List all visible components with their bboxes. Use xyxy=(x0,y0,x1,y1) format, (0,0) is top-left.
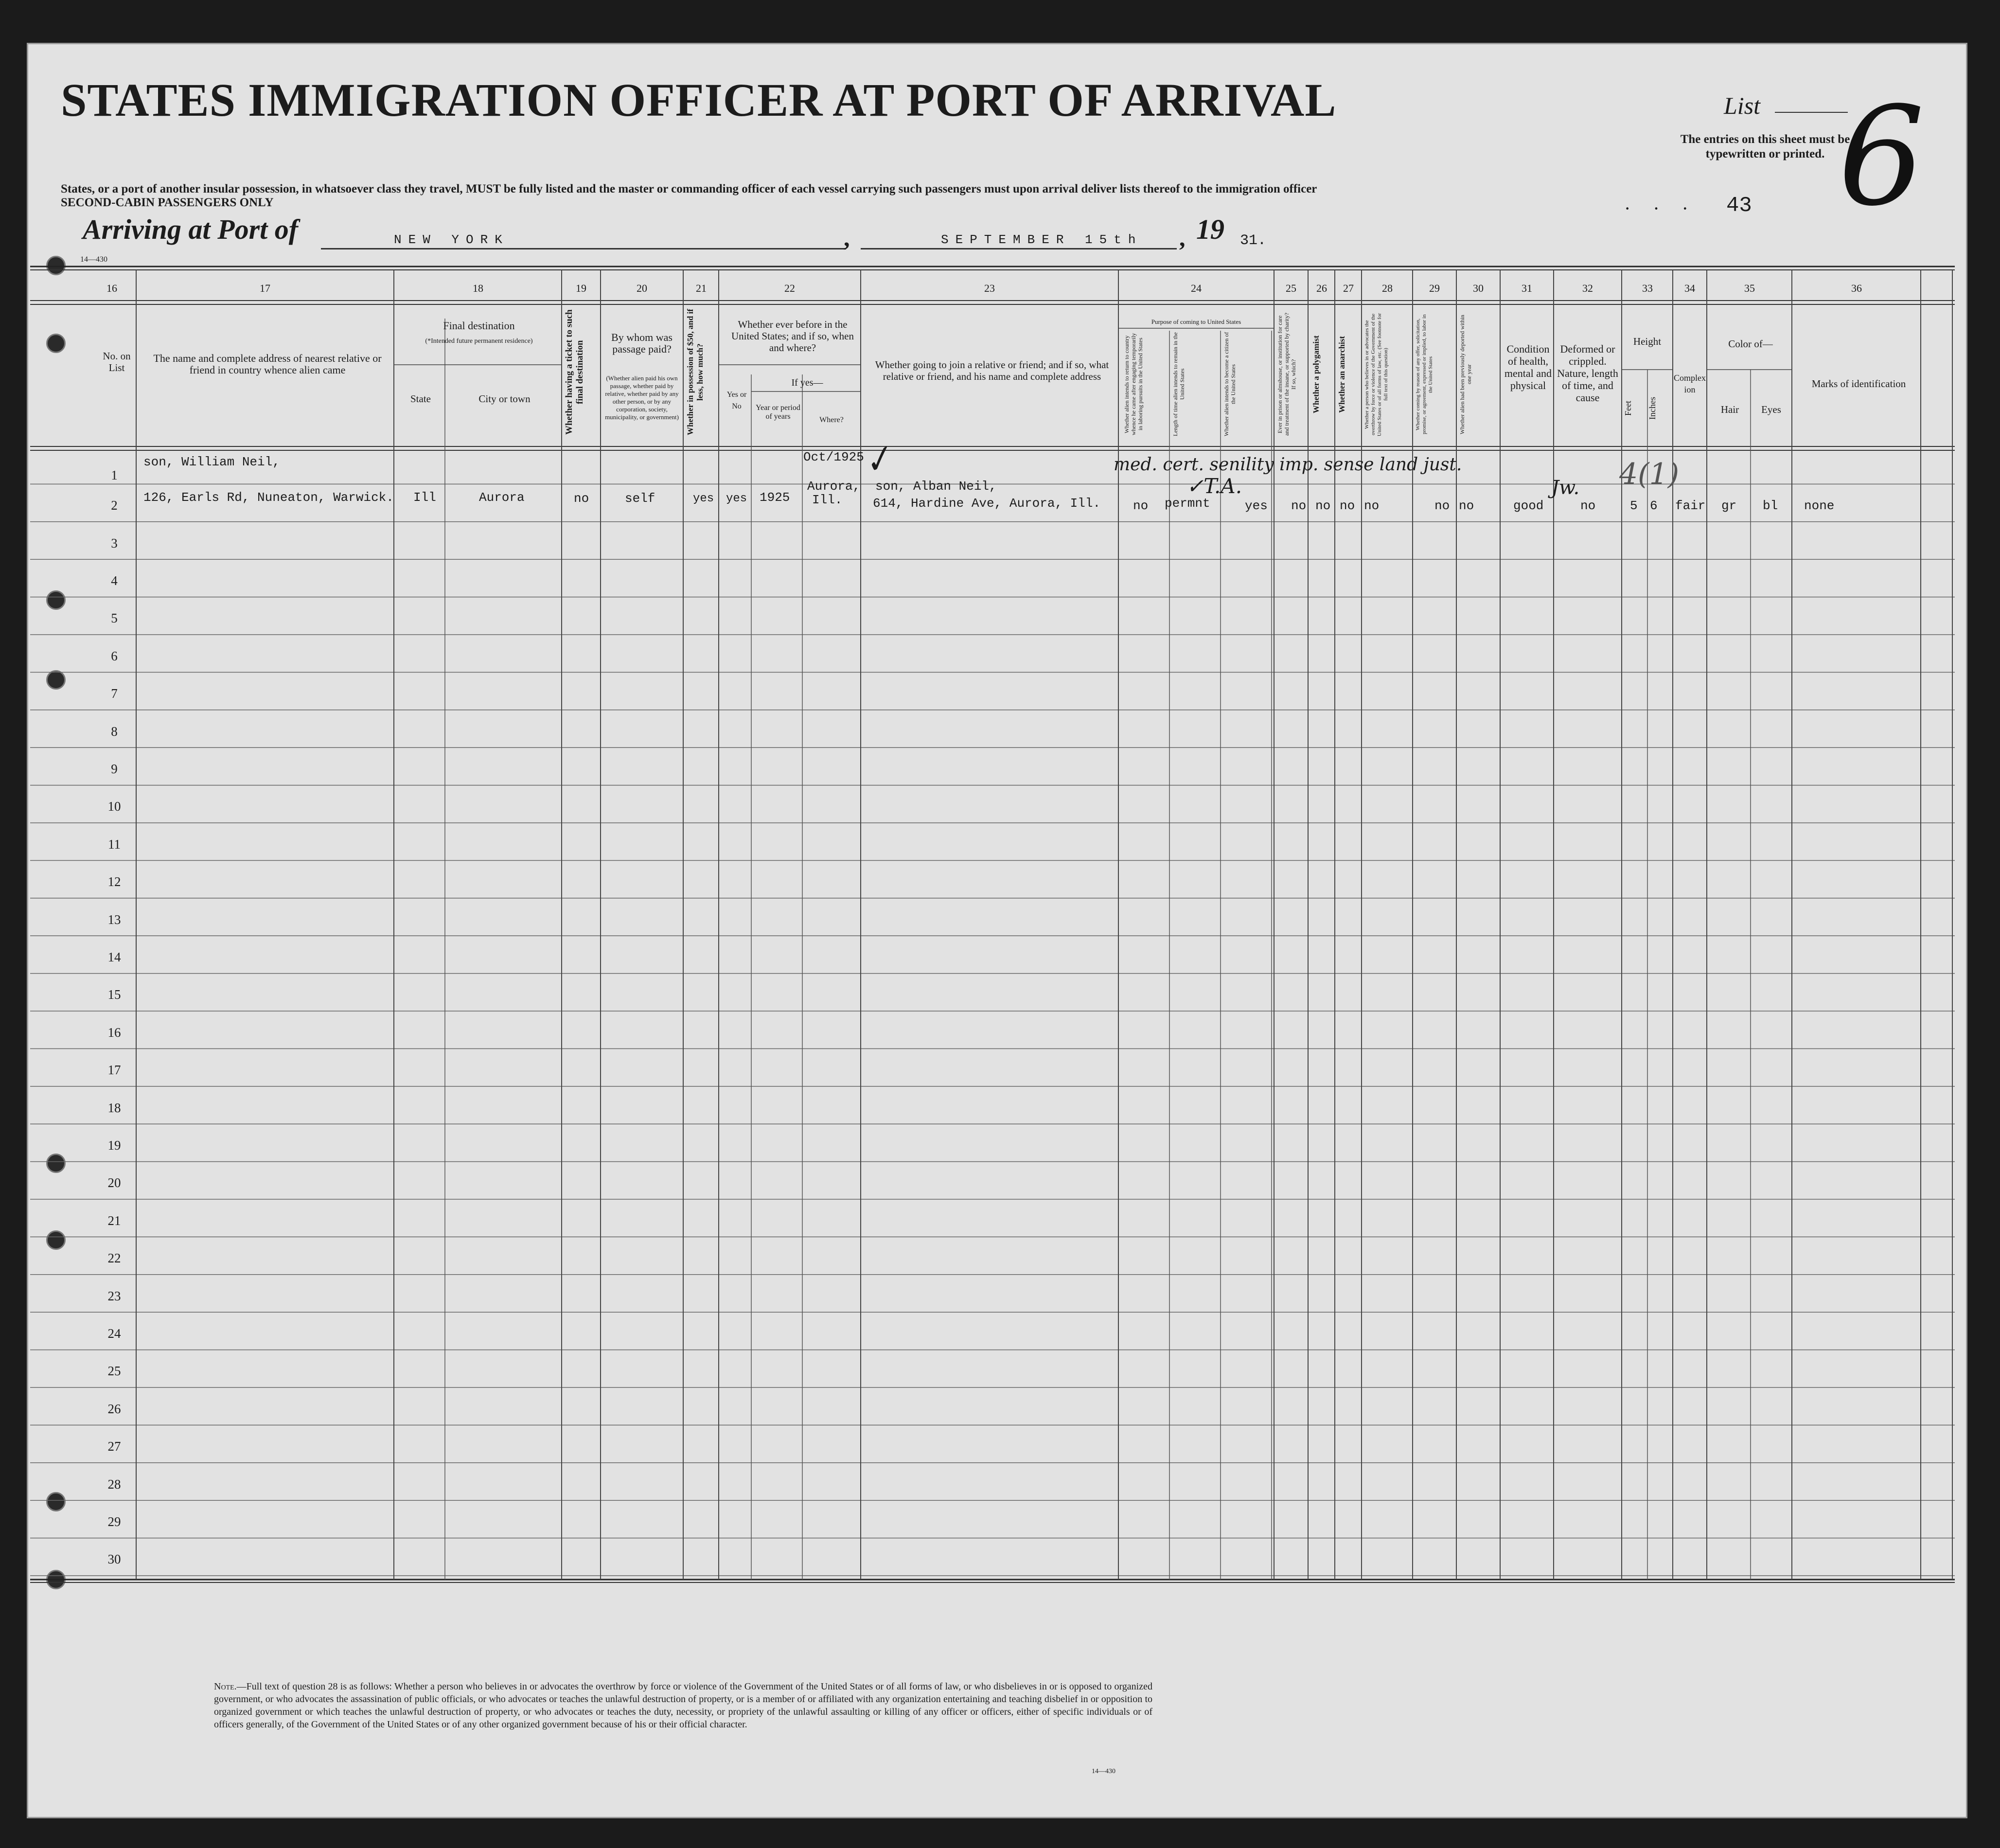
joining-line-2: 614, Hardine Ave, Aurora, Ill. xyxy=(873,496,1101,511)
citizen-value: yes xyxy=(1245,498,1268,513)
header-final-destination: Final destination xyxy=(443,320,515,332)
footnote-label: Note. xyxy=(214,1681,237,1692)
row-number: 17 xyxy=(107,1063,121,1078)
column-number: 17 xyxy=(260,282,270,294)
row-number: 6 xyxy=(111,648,118,663)
row-number: 22 xyxy=(107,1251,121,1266)
return-intent-value: no xyxy=(1133,498,1149,513)
arriving-label: Arriving at Port of xyxy=(83,213,299,245)
row-number: 25 xyxy=(107,1364,121,1379)
page-number: 43 xyxy=(1726,194,1752,218)
marks-value: none xyxy=(1804,498,1835,513)
row-number: 30 xyxy=(107,1552,121,1567)
column-number: 25 xyxy=(1286,282,1296,294)
before-in-us-value: yes xyxy=(726,492,747,505)
destination-city: Aurora xyxy=(479,490,525,505)
header-fifty-dollars: Whether in possession of $50, and if less, how much? xyxy=(686,309,705,435)
column-number: 24 xyxy=(1191,282,1202,294)
medical-note: med. cert. senility imp. sense land just. xyxy=(1114,455,1462,475)
column-number: 31 xyxy=(1522,282,1532,294)
header-before-in-us: Whether ever before in the United States; and if so, when and where? xyxy=(731,319,854,354)
column-number: 27 xyxy=(1343,282,1354,294)
column-number: 16 xyxy=(106,282,117,294)
row-number: 3 xyxy=(111,535,118,551)
header-height: Height xyxy=(1633,336,1662,347)
header-ticket: Whether having a ticket to such final destination xyxy=(564,309,585,435)
hair-value: gr xyxy=(1721,498,1737,513)
health-value: good xyxy=(1513,498,1544,513)
header-yes-no: Yes or No xyxy=(726,391,747,410)
row-number: 18 xyxy=(107,1100,121,1115)
header-where: Where? xyxy=(819,416,844,424)
row-number: 4 xyxy=(111,573,118,588)
entries-note: The entries on this sheet must be typewritten or printed. xyxy=(1680,133,1850,160)
cabin-class: SECOND-CABIN PASSENGERS ONLY xyxy=(61,196,274,209)
column-number: 28 xyxy=(1382,282,1393,294)
row-number: 16 xyxy=(107,1025,121,1040)
header-polygamist: Whether a polygamist xyxy=(1311,335,1321,414)
header-joining-relative: Whether going to join a relative or friend; and if so, what relative or friend, and his name and complete address xyxy=(875,359,1109,382)
overthrow-value: no xyxy=(1364,498,1380,513)
year-suffix: 31. xyxy=(1240,232,1267,249)
form-number-top: 14—430 xyxy=(80,255,107,264)
header-purpose: Purpose of coming to United States xyxy=(1151,318,1241,325)
port-of-arrival: NEW YORK xyxy=(394,232,509,247)
header-deformed: Deformed or crippled. Nature, length of time, and cause xyxy=(1557,343,1618,404)
header-complexion: Complexion xyxy=(1674,373,1706,394)
list-number: 6 xyxy=(1838,78,1925,236)
header-hair: Hair xyxy=(1720,404,1739,415)
row-number: 27 xyxy=(107,1439,121,1454)
relative-line-2: 126, Earls Rd, Nuneaton, Warwick. xyxy=(143,490,394,505)
ta-note: ✓T.A. xyxy=(1186,474,1242,498)
paid-by-value: self xyxy=(625,491,655,506)
header-no-on-list: No. on List xyxy=(103,350,131,373)
row-number: 21 xyxy=(107,1213,121,1228)
when-note: Oct/1925 xyxy=(803,450,864,464)
year-prefix: 19 xyxy=(1196,213,1224,245)
row-number: 9 xyxy=(111,761,118,776)
where-line-2: Ill. xyxy=(812,493,843,507)
header-length-of-stay: Length of time alien intends to remain in the United States xyxy=(1172,332,1186,436)
column-number: 18 xyxy=(473,282,483,294)
prison-value: no xyxy=(1291,498,1307,513)
header-inches: Inches xyxy=(1647,397,1657,420)
column-number: 19 xyxy=(576,282,586,294)
check-mark: ✓ xyxy=(857,436,898,484)
row-number: 23 xyxy=(107,1288,121,1303)
header-overthrow: Whether a person who believes in or advocates the overthrow by force or violence of the Government of the United States or of all forms of law, etc. (See footnote for full text of this question) xyxy=(1364,313,1389,436)
year-value: 1925 xyxy=(760,490,790,505)
column-number: 35 xyxy=(1744,282,1755,294)
fifty-dollars-value: yes xyxy=(693,492,714,505)
row-number: 7 xyxy=(111,686,118,701)
row-number: 13 xyxy=(107,912,121,927)
header-passage-note: (Whether alien paid his own passage, whether paid by relative, whether paid by any other person, or by any corporation, society, municipality, or government) xyxy=(605,374,679,421)
row-number: 20 xyxy=(107,1175,121,1191)
row-number: 28 xyxy=(107,1476,121,1492)
jw-note: Jw. xyxy=(1551,477,1580,499)
column-number: 20 xyxy=(637,282,647,294)
feet-value: 5 xyxy=(1630,498,1638,513)
form-number-bottom: 14—430 xyxy=(1092,1768,1115,1775)
header-eyes: Eyes xyxy=(1761,404,1781,415)
header-nearest-relative: The name and complete address of nearest relative or friend in country whence alien came xyxy=(153,352,382,376)
header-passage-paid: By whom was passage paid? xyxy=(611,331,673,355)
anarchist-value: no xyxy=(1340,498,1355,513)
header-citizen-intent: Whether alien intends to become a citizen of the United States xyxy=(1223,332,1237,437)
list-label: List xyxy=(1724,92,1761,119)
inches-value: 6 xyxy=(1650,498,1658,513)
column-number: 21 xyxy=(696,282,707,294)
deported-value: no xyxy=(1459,498,1474,513)
complexion-value: fair xyxy=(1675,498,1706,513)
row-number: 24 xyxy=(107,1326,121,1341)
header-if-yes: If yes— xyxy=(791,377,823,388)
column-number: 29 xyxy=(1429,282,1440,294)
polygamist-value: no xyxy=(1315,498,1331,513)
where-line-1: Aurora, xyxy=(807,479,861,494)
header-deported: Whether alien had been previously deported within one year xyxy=(1459,315,1472,434)
ticket-value: no xyxy=(574,491,589,506)
header-final-destination-note: (*Intended future permanent residence) xyxy=(425,338,533,345)
row-number: 5 xyxy=(111,611,118,626)
header-health: Condition of health, mental and physical xyxy=(1504,343,1552,391)
footnote-text: —Full text of question 28 is as follows: Whether a person who believes in or advocates the overthrow by force or violence of the Government of the United States or of all forms of law, or who disbelieves in or is opposed to organized government, or who advocates the assassination of public officials, or who advocates or teaches the unlawful destruction of property, or is a member of or affiliated with any organization entertaining and teaching disbelief in or opposition to organized government or which teaches the unlawful destruction of property, or who advocates or teaches the duty, necessity, or propriety of the unlawful assaulting or killing of any officer or officers, either of specific individuals or of officers generally, of the Government of the United States or of any other organized government because of his or their official character. xyxy=(214,1681,1152,1730)
column-number: 33 xyxy=(1642,282,1653,294)
footnote xyxy=(214,1680,1152,1731)
header-state: State xyxy=(410,393,431,405)
row-number: 8 xyxy=(111,724,118,739)
header-marks: Marks of identification xyxy=(1811,378,1906,390)
row-number: 14 xyxy=(107,949,121,964)
column-number: 22 xyxy=(784,282,795,294)
header-return-intent: Whether alien intends to return to country whence he came after engaging temporarily in laboring pursuits in the United States xyxy=(1123,333,1144,436)
header-year: Year or period of years xyxy=(756,404,800,421)
destination-state: Ill xyxy=(413,490,436,505)
header-prison: Ever in prison or almshouse, or institution for care and treatment of the insane, or supported by charity? If so, which? xyxy=(1276,313,1297,436)
labor-offer-value: no xyxy=(1434,498,1450,513)
header-city: City or town xyxy=(478,393,531,405)
header-anarchist: Whether an anarchist xyxy=(1337,336,1346,413)
row-number: 11 xyxy=(108,836,121,852)
row-number: 29 xyxy=(107,1514,121,1529)
subtitle-line: States, or a port of another insular possession, in whatsoever class they travel, MUST be fully listed and the master or commanding officer of each vessel carrying such passengers must upon arrival deliver lists thereof to the immigration officer xyxy=(61,182,1317,195)
row-number: 1 xyxy=(111,467,118,482)
header-feet: Feet xyxy=(1623,401,1633,416)
code-note: 4(1) xyxy=(1619,457,1680,491)
column-number: 32 xyxy=(1582,282,1593,294)
length-of-stay-value: permnt xyxy=(1165,496,1210,511)
relative-line-1: son, William Neil, xyxy=(143,455,280,469)
row-number: 2 xyxy=(111,498,118,513)
row-number: 26 xyxy=(107,1401,121,1416)
header-color-of: Color of— xyxy=(1728,338,1773,350)
column-number: 36 xyxy=(1851,282,1862,294)
header-labor-offer: Whether coming by reason of any offer, solicitation, promise, or agreement, expressed or implied, to labor in the United States xyxy=(1415,314,1434,435)
column-number: 34 xyxy=(1684,282,1695,294)
page-title: STATES IMMIGRATION OFFICER AT PORT OF ARRIVAL xyxy=(61,74,1337,126)
column-number: 30 xyxy=(1473,282,1484,294)
row-number: 15 xyxy=(107,987,121,1002)
eyes-value: bl xyxy=(1763,498,1778,513)
column-number: 26 xyxy=(1316,282,1327,294)
row-number: 10 xyxy=(107,799,121,814)
page-dots: · · · xyxy=(1624,197,1697,219)
column-number: 23 xyxy=(984,282,995,294)
row-number: 12 xyxy=(107,874,121,889)
joining-line-1: son, Alban Neil, xyxy=(875,479,997,494)
row-number: 19 xyxy=(107,1137,121,1153)
arrival-date: SEPTEMBER 15th xyxy=(941,232,1143,247)
deformed-value: no xyxy=(1580,498,1596,513)
